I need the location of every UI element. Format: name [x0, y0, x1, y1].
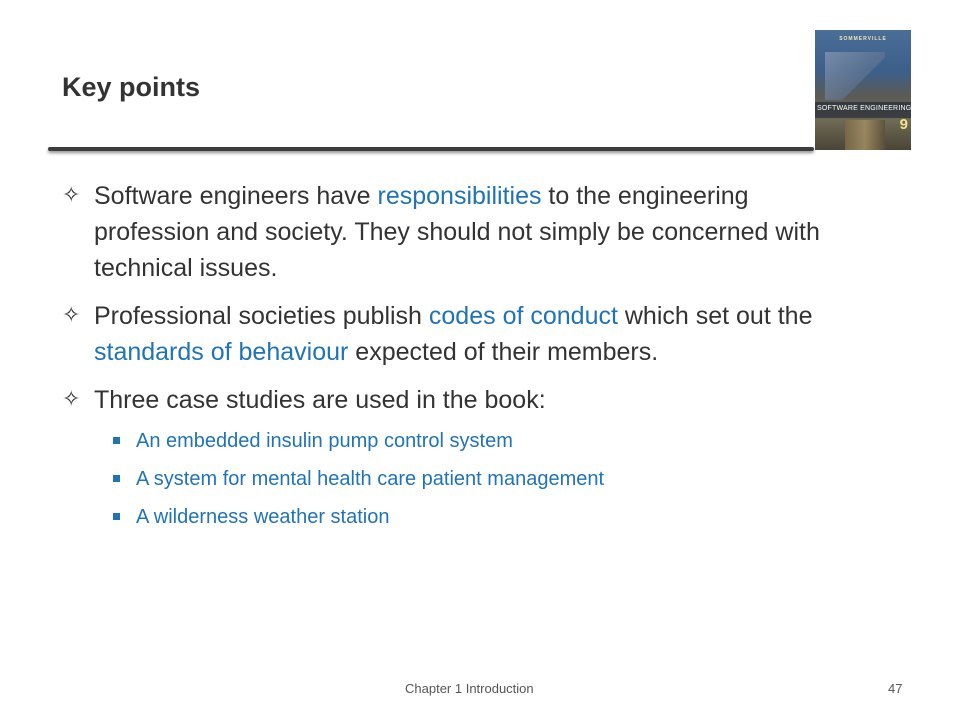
cover-figure-shape	[845, 120, 885, 150]
sub-bullet-item	[62, 498, 852, 536]
slide-title: Key points	[62, 72, 201, 102]
title-divider	[48, 147, 814, 151]
slide-content	[62, 178, 852, 536]
bullet-item	[62, 382, 852, 418]
footer-page-number: 47	[888, 681, 903, 696]
bullet-text: to the engineering profession and society. They should not simply be concerned with technical issues.	[94, 182, 820, 282]
square-bullet-icon	[113, 475, 120, 482]
bullet-text: Software engineers have	[94, 182, 378, 210]
cover-author: SOMMERVILLE	[839, 36, 887, 42]
bullet-highlight: codes of conduct	[428, 302, 618, 330]
bullet-highlight: standards of behaviour	[94, 338, 349, 366]
bullet-text: which set out the	[617, 302, 813, 330]
bullet-item	[62, 178, 852, 286]
bullet-item	[62, 298, 852, 370]
sub-bullet-text: A wilderness weather station	[136, 506, 390, 528]
bullet-text: Professional societies publish	[94, 302, 429, 330]
star-bullet-icon: ✧	[62, 183, 81, 208]
bullet-highlight: responsibilities	[377, 182, 542, 210]
sub-bullet-text: A system for mental health care patient management	[136, 468, 605, 490]
star-bullet-icon: ✧	[62, 387, 81, 412]
book-cover-image	[815, 30, 911, 150]
cover-title: SOFTWARE ENGINEERING	[817, 105, 911, 112]
sub-bullet-item	[62, 422, 852, 460]
bullet-text: Three case studies are used in the book:	[94, 386, 546, 414]
cover-building-shape	[825, 52, 885, 100]
square-bullet-icon	[113, 437, 120, 444]
square-bullet-icon	[113, 513, 120, 520]
star-bullet-icon: ✧	[62, 303, 81, 328]
bullet-text: expected of their members.	[348, 338, 659, 366]
sub-bullet-text: An embedded insulin pump control system	[136, 430, 513, 452]
cover-edition: 9	[899, 116, 908, 133]
sub-bullet-item	[62, 460, 852, 498]
footer-chapter: Chapter 1 Introduction	[405, 681, 534, 696]
